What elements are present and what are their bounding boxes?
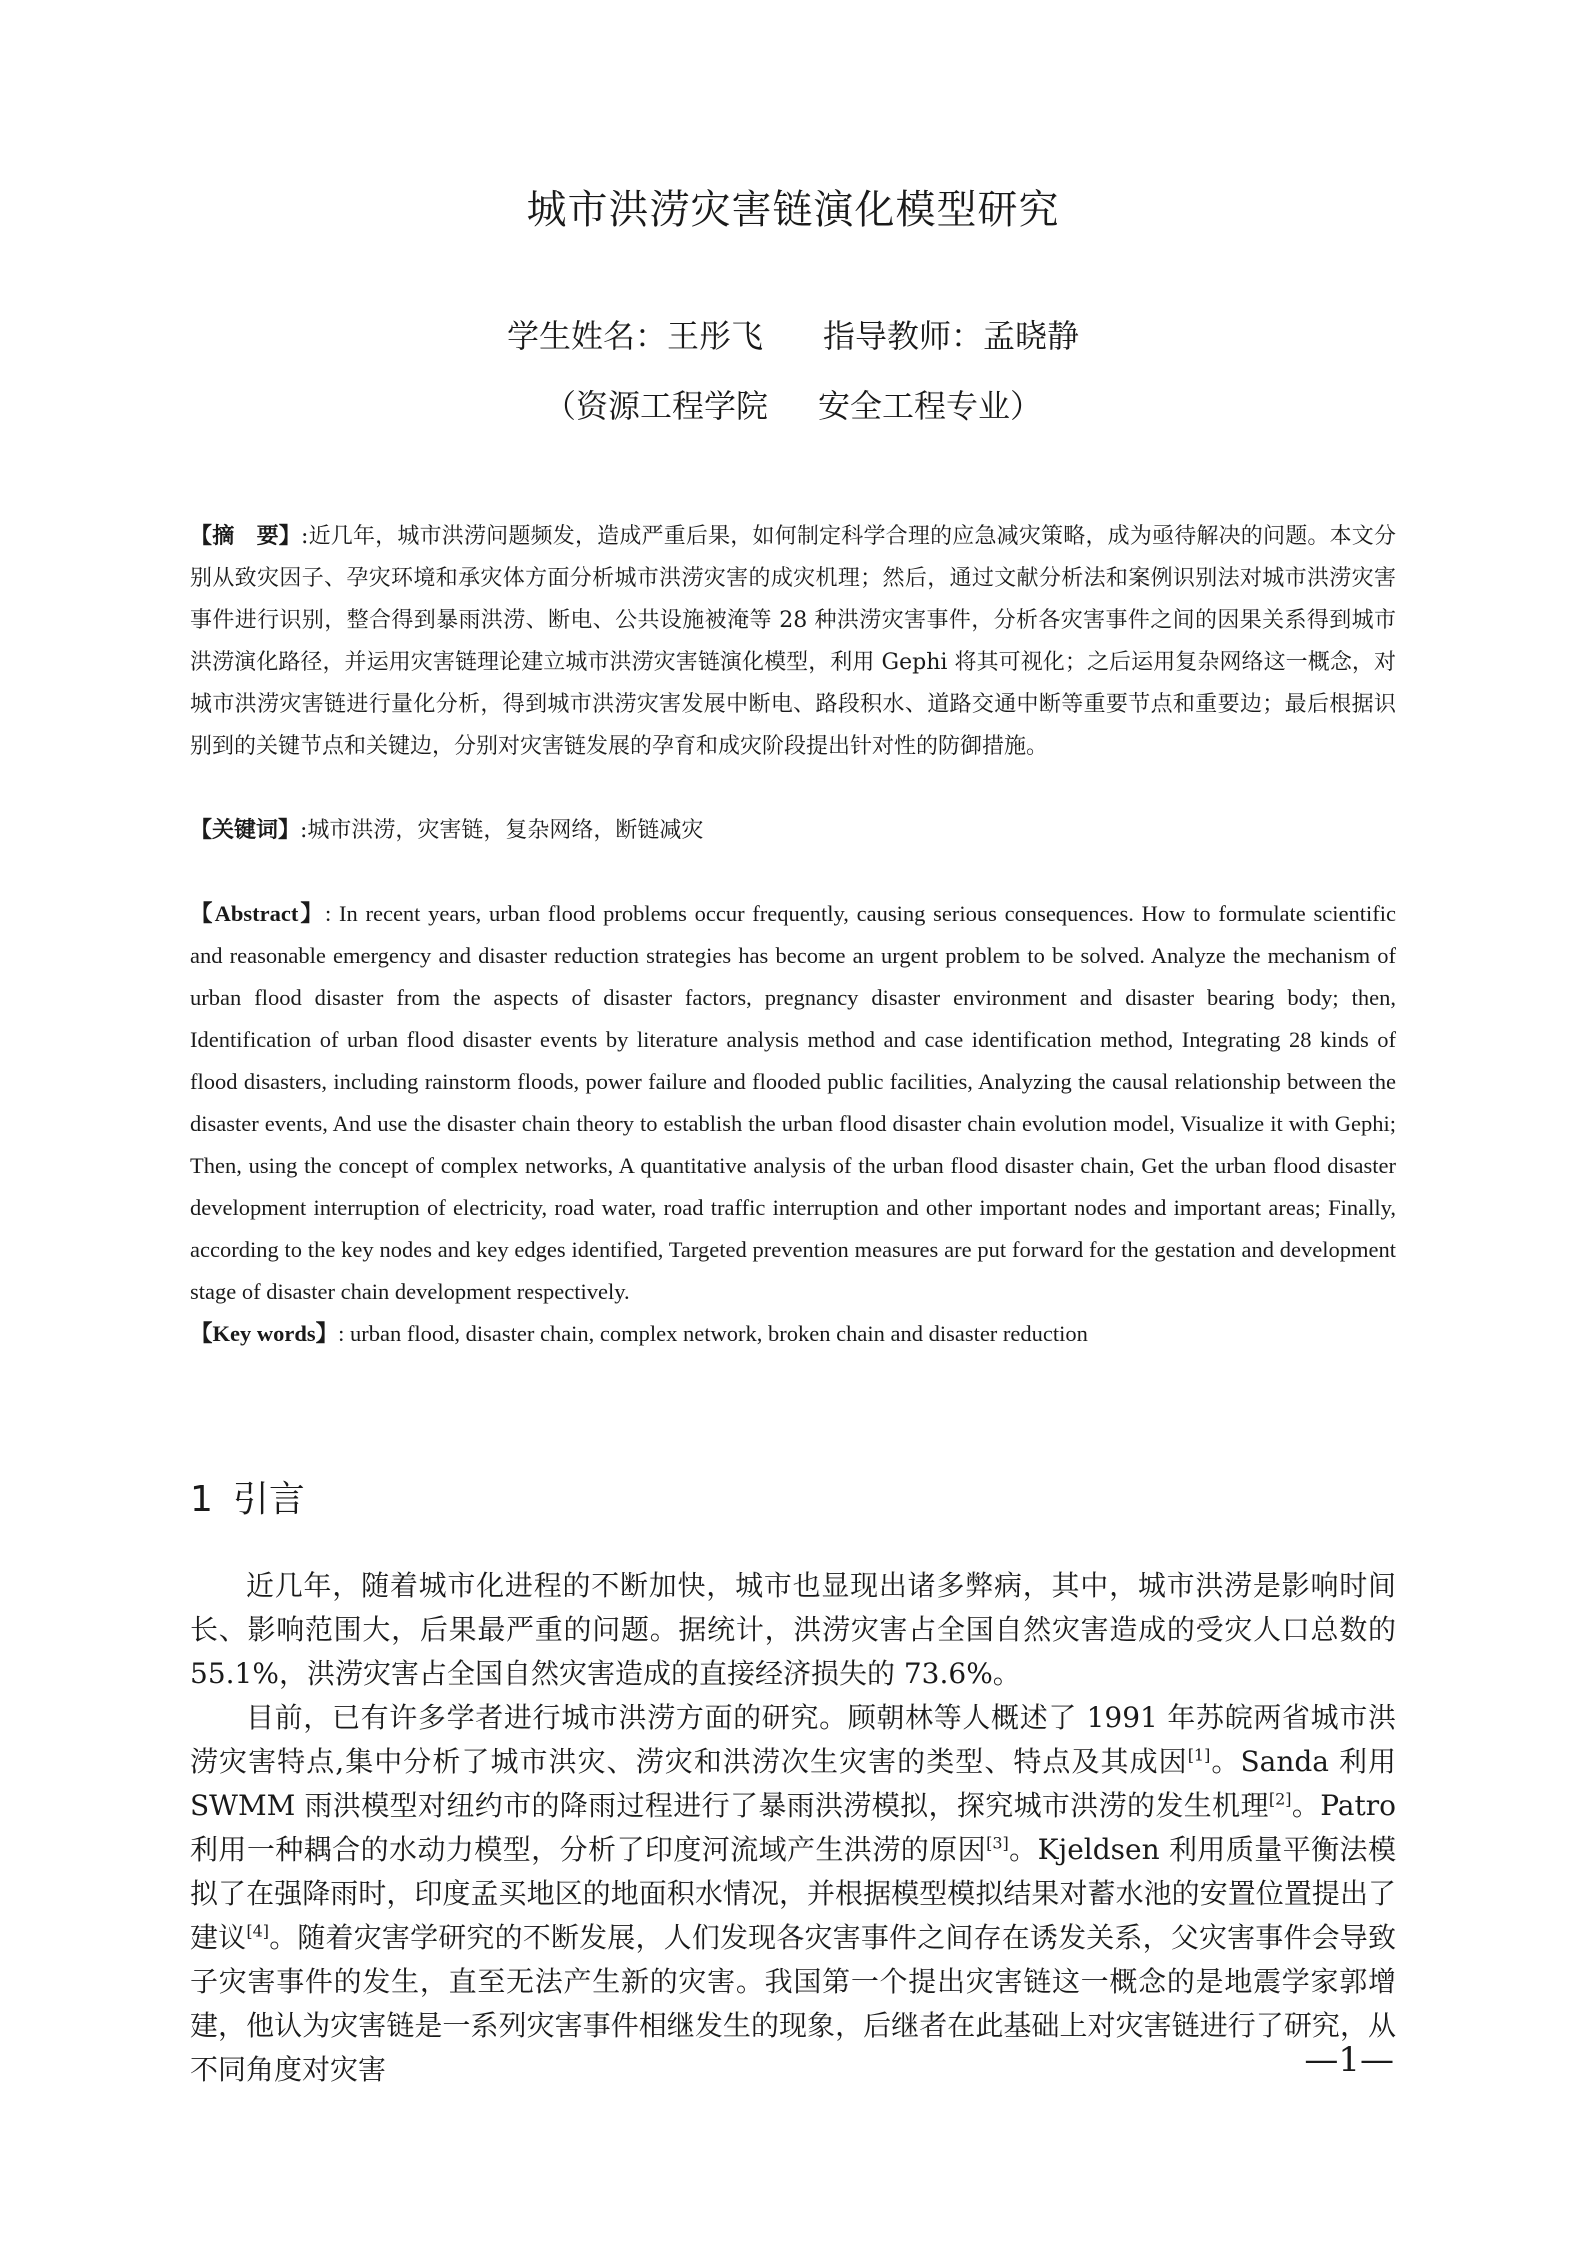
citation-ref: [4] bbox=[246, 1921, 270, 1941]
body-paragraph-1: 近几年，随着城市化进程的不断加快，城市也显现出诸多弊病，其中，城市洪涝是影响时间长、影响范围大，后果最严重的问题。据统计，洪涝灾害占全国自然灾害造成的受灾人口总数的 55.1%，洪涝灾害占全国自然灾害造成的直接经济损失的 73.6%。 bbox=[190, 1569, 1396, 1690]
citation-ref: [2] bbox=[1268, 1789, 1292, 1809]
page-number: —1— bbox=[1304, 2040, 1394, 2080]
affiliation-open-paren: （ bbox=[543, 387, 576, 425]
english-abstract bbox=[190, 893, 1396, 1313]
chinese-abstract-label: 【摘 要】 bbox=[190, 523, 301, 549]
student-name: 学生姓名：王彤飞 bbox=[506, 317, 763, 355]
english-abstract-label: 【Abstract】 bbox=[190, 901, 326, 926]
chinese-keywords-text: :城市洪涝，灾害链，复杂网络，断链减灾 bbox=[300, 818, 704, 843]
advisor-name: 指导教师：孟晓静 bbox=[823, 317, 1080, 355]
citation-ref: [3] bbox=[986, 1833, 1009, 1853]
english-keywords bbox=[190, 1313, 1396, 1355]
paragraph-text: 。Kjeldsen 利用质量平衡法模拟了在强降雨时，印度孟买地区的地面积水情况，并根据模型模拟结果对蓄水池的安置位置提出了建议 bbox=[190, 1833, 1396, 1954]
section-title: 引言 bbox=[232, 1479, 305, 1520]
english-keywords-text: : urban flood, disaster chain, complex network, broken chain and disaster reduction bbox=[338, 1321, 1088, 1346]
chinese-abstract bbox=[190, 515, 1396, 768]
section-heading-introduction bbox=[190, 1472, 305, 1528]
affiliation-line bbox=[0, 382, 1586, 430]
paragraph-text: 。Patro 利用一种耦合的水动力模型，分析了印度河流域产生洪涝的原因 bbox=[190, 1789, 1396, 1866]
chinese-keywords-label: 【关键词】 bbox=[190, 817, 301, 843]
paragraph-text: 。Sanda 利用 SWMM 雨洪模型对纽约市的降雨过程进行了暴雨洪涝模拟，探究城市洪涝的发生机理 bbox=[190, 1745, 1396, 1822]
english-keywords-label: 【Key words】 bbox=[190, 1321, 339, 1346]
chinese-keywords bbox=[190, 809, 1396, 852]
paragraph-text: 目前，已有许多学者进行城市洪涝方面的研究。顾朝林等人概述了 1991 年苏皖两省城市洪涝灾害特点,集中分析了城市洪灾、涝灾和洪涝次生灾害的类型、特点及其成因 bbox=[190, 1701, 1396, 1778]
author-line bbox=[0, 312, 1586, 360]
section-number: 1 bbox=[190, 1479, 213, 1520]
affiliation-close-paren: ） bbox=[1010, 387, 1043, 425]
major-name: 安全工程专业 bbox=[818, 387, 1011, 425]
college-name: 资源工程学院 bbox=[575, 387, 768, 425]
body-paragraph-2 bbox=[190, 1696, 1396, 2092]
citation-ref: [1] bbox=[1187, 1745, 1211, 1765]
paper-title: 城市洪涝灾害链演化模型研究 bbox=[526, 187, 1060, 233]
paragraph-text: 。随着灾害学研究的不断发展，人们发现各灾害事件之间存在诱发关系，父灾害事件会导致子灾害事件的发生，直至无法产生新的灾害。我国第一个提出灾害链这一概念的是地震学家郭增建，他认为灾害链是一系列灾害事件相继发生的现象，后继者在此基础上对灾害链进行了研究，从不同角度对灾害 bbox=[190, 1921, 1396, 2086]
chinese-abstract-text: :近几年，城市洪涝问题频发，造成严重后果，如何制定科学合理的应急减灾策略，成为亟待解决的问题。本文分别从致灾因子、孕灾环境和承灾体方面分析城市洪涝灾害的成灾机理；然后，通过文献分析法和案例识别法对城市洪涝灾害事件进行识别，整合得到暴雨洪涝、断电、公共设施被淹等 28 种洪涝灾害事件，分析各灾害事件之间的因果关系得到城市洪涝演化路径，并运用灾害链理论建立城市洪涝灾害链演化模型，利用 Gephi 将其可视化；之后运用复杂网络这一概念，对城市洪涝灾害链进行量化分析，得到城市洪涝灾害发展中断电、路段积水、道路交通中断等重要节点和重要边；最后根据识别到的关键节点和关键边，分别对灾害链发展的孕育和成灾阶段提出针对性的防御措施。 bbox=[190, 524, 1397, 759]
english-abstract-text: : In recent years, urban flood problems occur frequently, causing serious consequences. How to formulate scientific and reasonable emergency and disaster reduction strategies has become an urgent problem to be solved. Analyze the mechanism of urban flood disaster from the aspects of disaster factors, pregnancy disaster environment and disaster bearing body; then, Identification of urban flood disaster events by literature analysis method and case identification method, Integrating 28 kinds of flood disasters, including rainstorm floods, power failure and flooded public facilities, Analyzing the causal relationship between the disaster events, And use the disaster chain theory to establish the urban flood disaster chain evolution model, Visualize it with Gephi; Then, using the concept of complex networks, A quantitative analysis of the urban flood disaster chain, Get the urban flood disaster development interruption of electricity, road water, road traffic interruption and other important nodes and important areas; Finally, according to the key nodes and key edges identified, Targeted prevention measures are put forward for the gestation and development stage of disaster chain development respectively. bbox=[190, 901, 1396, 1304]
